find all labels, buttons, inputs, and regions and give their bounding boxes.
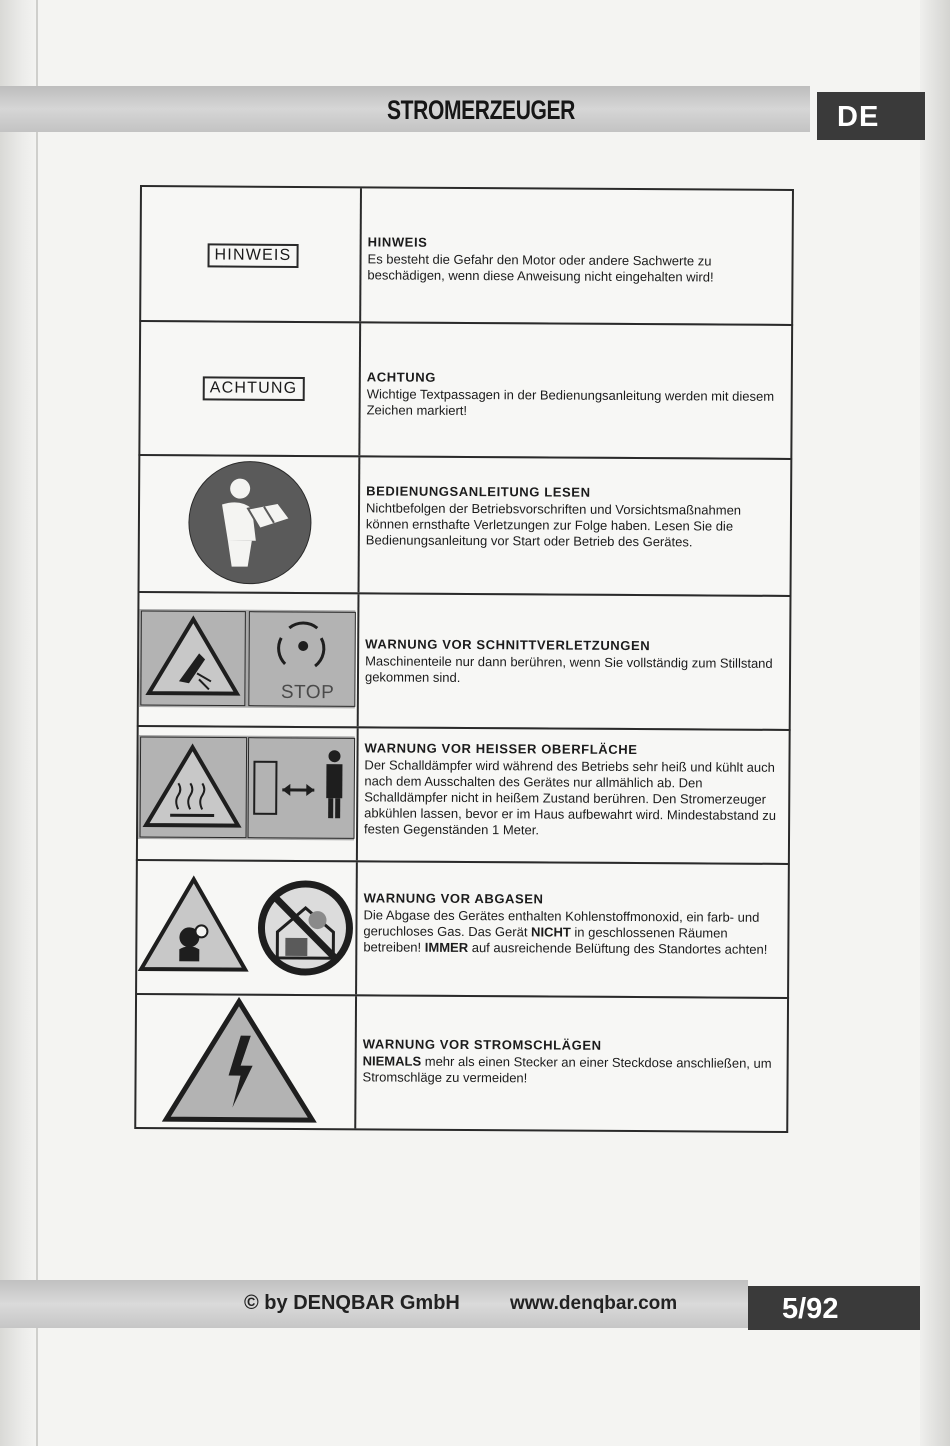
achtung-label-icon: ACHTUNG xyxy=(203,376,305,401)
icon-cell xyxy=(136,995,357,1128)
row-heading: BEDIENUNGSANLEITUNG LESEN xyxy=(366,483,591,500)
row-body: Es besteht die Gefahr den Motor oder andere Sachwerte zu beschädigen, wenn diese Anweisung nicht eingehalten wird! xyxy=(367,251,714,285)
row-heading: WARNUNG VOR ABGASEN xyxy=(363,890,544,907)
table-row-hinweis xyxy=(139,185,794,326)
hot-surface-icon xyxy=(138,727,357,860)
read-manual-icon xyxy=(140,456,359,592)
icon-cell xyxy=(137,861,358,994)
page-number: 5/92 xyxy=(748,1286,920,1330)
exhaust-gas-icon xyxy=(137,861,356,994)
stop-label: STOP xyxy=(280,681,335,704)
icon-cell xyxy=(140,456,361,592)
row-heading: ACHTUNG xyxy=(366,369,437,385)
cut-hazard-icon xyxy=(139,593,358,726)
body-emphasis: NIEMALS xyxy=(362,1053,422,1069)
electric-shock-icon xyxy=(136,995,355,1128)
row-body xyxy=(363,1053,777,1088)
page-title: STROMERZEUGER xyxy=(386,95,575,125)
row-heading: WARNUNG VOR SCHNITTVERLETZUNGEN xyxy=(365,636,651,654)
text-cell xyxy=(366,483,780,551)
page-binding-edge xyxy=(0,0,38,1446)
row-body: Maschinenteile nur dann berühren, wenn Sie vollständig zum Stillstand gekommen sind. xyxy=(364,653,773,685)
body-text: Die Abgase des Gerätes enthalten Kohlenstoffmonoxid, ein farb- und geruchloses Gas. Das Gerät xyxy=(363,907,760,940)
body-text: mehr als einen Stecker an einer Steckdose anschließen, um Stromschläge zu vermeiden! xyxy=(362,1053,772,1086)
text-cell xyxy=(367,234,781,286)
icon-cell xyxy=(138,727,359,860)
table-row-electric-shock xyxy=(134,993,789,1133)
text-cell xyxy=(363,1036,777,1088)
text-cell xyxy=(365,636,779,688)
table-row-cut-hazard xyxy=(137,591,792,731)
table-row-read-manual xyxy=(138,454,793,597)
icon-cell xyxy=(141,187,362,321)
page-right-edge xyxy=(920,0,950,1446)
row-body: Nichtbefolgen der Betriebsvorschriften und Vorsichtsmaßnahmen können ernsthafte Verletzungen zur Folge haben. Lesen Sie die Bedienungsanleitung vor Start oder Betrieb des Gerätes. xyxy=(365,500,742,550)
body-emphasis: IMMER xyxy=(424,939,469,956)
body-text: auf ausreichende Belüftung des Standortes achten! xyxy=(468,940,768,957)
table-row-achtung xyxy=(138,320,793,460)
row-body xyxy=(363,907,777,958)
row-heading: HINWEIS xyxy=(367,234,428,250)
text-cell xyxy=(367,369,781,421)
body-text: in geschlossenen Räumen betreiben! xyxy=(363,924,728,955)
row-heading: WARNUNG VOR HEISSER OBERFLÄCHE xyxy=(364,740,638,758)
footer-copyright: © by DENQBAR GmbH xyxy=(244,1292,460,1314)
row-heading: WARNUNG VOR STROMSCHLÄGEN xyxy=(362,1036,602,1053)
text-cell xyxy=(364,740,779,840)
table-row-exhaust-gas xyxy=(135,859,790,999)
footer-website-link[interactable]: www.denqbar.com xyxy=(510,1293,678,1314)
icon-cell xyxy=(139,593,360,726)
body-emphasis: NICHT xyxy=(531,924,571,940)
table-row-hot-surface xyxy=(136,725,791,865)
icon-cell xyxy=(140,322,361,455)
text-cell xyxy=(363,890,777,958)
page-binding-line xyxy=(36,0,38,1446)
safety-symbol-table xyxy=(134,185,796,1133)
row-body: Der Schalldämpfer wird während des Betriebs sehr heiß und kühlt auch nach dem Ausschalten des Gerätes nur allmählich ab. Den Schalldämpfer nicht in heißem Zustand berühren. Den Stromerzeuger abkühlen lassen, bevor er im Haus aufbewahrt wird. Mindestabstand zu festen Gegenständen 1 Meter. xyxy=(364,757,777,838)
language-badge: DE xyxy=(817,92,925,140)
row-body: Wichtige Textpassagen in der Bedienungsanleitung werden mit diesem Zeichen markiert! xyxy=(366,386,775,419)
hinweis-label-icon: HINWEIS xyxy=(207,243,298,268)
